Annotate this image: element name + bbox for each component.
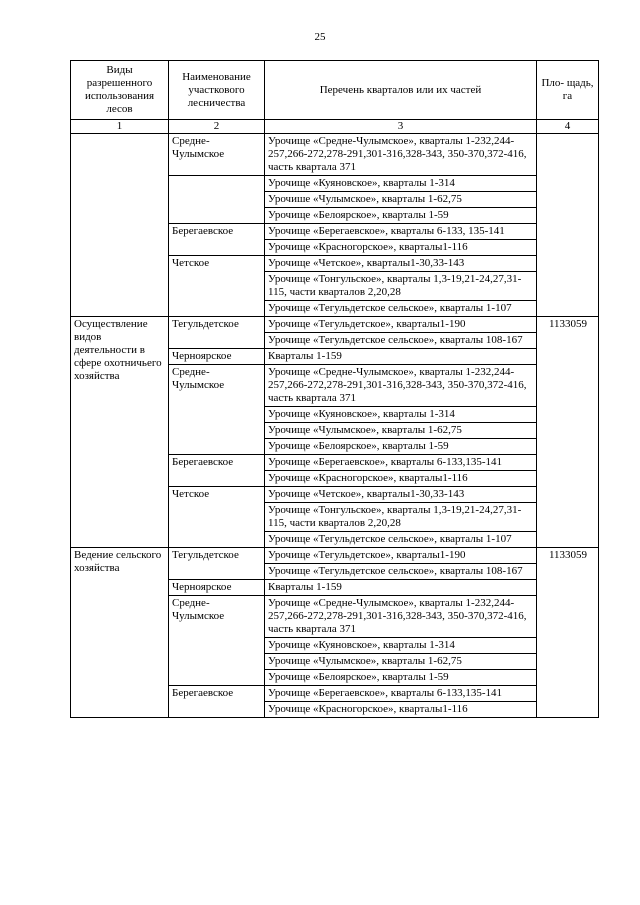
area-cell: 1133059 <box>537 548 599 718</box>
quarters-cell: Урочище «Куяновское», кварталы 1-314 <box>265 638 537 654</box>
use-type-cell: Осуществление видов деятельности в сфере охотничьего хозяйства <box>71 317 169 548</box>
quarters-cell: Урочище «Красногорское», кварталы1-116 <box>265 471 537 487</box>
quarters-cell: Урочище «Берегаевское», кварталы 6-133,135-141 <box>265 455 537 471</box>
quarters-cell: Урочище «Красногорское», кварталы1-116 <box>265 240 537 256</box>
quarters-cell: Урочище «Куяновское», кварталы 1-314 <box>265 407 537 423</box>
quarters-cell: Урочище «Чулымское», кварталы 1-62,75 <box>265 423 537 439</box>
quarters-cell: Кварталы 1-159 <box>265 349 537 365</box>
quarters-cell: Урочище «Белоярское», кварталы 1-59 <box>265 208 537 224</box>
quarters-cell: Урочище «Берегаевское», кварталы 6-133,135-141 <box>265 686 537 702</box>
column-number: 4 <box>537 120 599 134</box>
column-number-row <box>71 120 599 134</box>
forestry-cell: Тегульдетское <box>169 548 265 580</box>
area-cell: 1133059 <box>537 317 599 548</box>
forestry-cell: Берегаевское <box>169 455 265 487</box>
forestry-cell <box>169 176 265 224</box>
quarters-cell: Урочище «Белоярское», кварталы 1-59 <box>265 670 537 686</box>
forestry-cell: Берегаевское <box>169 224 265 256</box>
quarters-cell: Урочище «Тегульдетское сельское», кварталы 108-167 <box>265 564 537 580</box>
forestry-cell: Четское <box>169 487 265 548</box>
table-row <box>71 548 599 564</box>
area-cell <box>537 134 599 317</box>
quarters-cell: Урочище «Тегульдетское», кварталы1-190 <box>265 548 537 564</box>
header-forestry: Наименование участкового лесничества <box>169 61 265 120</box>
quarters-cell: Урочище «Четское», кварталы1-30,33-143 <box>265 256 537 272</box>
use-type-cell: Ведение сельского хозяйства <box>71 548 169 718</box>
header-quarters: Перечень кварталов или их частей <box>265 61 537 120</box>
header-row <box>71 61 599 120</box>
quarters-cell: Урочище «Четское», кварталы1-30,33-143 <box>265 487 537 503</box>
quarters-cell: Урочище «Средне-Чулымское», кварталы 1-232,244-257,266-272,278-291,301-316,328-343, 350-370,372-416, часть квартала 371 <box>265 134 537 176</box>
table-row <box>71 134 599 176</box>
quarters-cell: Урочище «Чулымское», кварталы 1-62,75 <box>265 654 537 670</box>
quarters-cell: Кварталы 1-159 <box>265 580 537 596</box>
quarters-cell: Урочище «Красногорское», кварталы1-116 <box>265 702 537 718</box>
header-area: Пло- щадь, га <box>537 61 599 120</box>
forestry-cell: Черноярское <box>169 580 265 596</box>
header-use-type: Виды разрешенного использования лесов <box>71 61 169 120</box>
quarters-cell: Урочище «Белоярское», кварталы 1-59 <box>265 439 537 455</box>
forestry-cell: Средне- Чулымское <box>169 134 265 176</box>
table-row <box>71 317 599 333</box>
forest-use-table <box>70 60 599 718</box>
table-body <box>71 120 599 718</box>
quarters-cell: Урочище «Куяновское», кварталы 1-314 <box>265 176 537 192</box>
quarters-cell: Урочище «Средне-Чулымское», кварталы 1-232,244-257,266-272,278-291,301-316,328-343, 350-370,372-416, часть квартала 371 <box>265 596 537 638</box>
column-number: 2 <box>169 120 265 134</box>
forestry-cell: Средне- Чулымское <box>169 596 265 686</box>
quarters-cell: Урочище «Тегульдетское сельское», кварталы 108-167 <box>265 333 537 349</box>
quarters-cell: Урочище «Тегульдетское сельское», кварталы 1-107 <box>265 301 537 317</box>
quarters-cell: Урочише «Чулымское», кварталы 1-62,75 <box>265 192 537 208</box>
forestry-cell: Четское <box>169 256 265 317</box>
quarters-cell: Урочище «Тегульдетское сельское», кварталы 1-107 <box>265 532 537 548</box>
quarters-cell: Урочище «Тонгульское», кварталы 1,3-19,21-24,27,31-115, части кварталов 2,20,28 <box>265 272 537 301</box>
column-number: 1 <box>71 120 169 134</box>
forestry-cell: Средне- Чулымское <box>169 365 265 455</box>
forestry-cell: Черноярское <box>169 349 265 365</box>
page-number: 25 <box>314 31 326 43</box>
quarters-cell: Урочище «Тегульдетское», кварталы1-190 <box>265 317 537 333</box>
use-type-cell <box>71 134 169 317</box>
quarters-cell: Урочище «Средне-Чулымское», кварталы 1-232,244-257,266-272,278-291,301-316,328-343, 350-370,372-416, часть квартала 371 <box>265 365 537 407</box>
quarters-cell: Урочище «Тонгульское», кварталы 1,3-19,21-24,27,31-115, части кварталов 2,20,28 <box>265 503 537 532</box>
forestry-cell: Тегульдетское <box>169 317 265 349</box>
forestry-cell: Берегаевское <box>169 686 265 718</box>
column-number: 3 <box>265 120 537 134</box>
quarters-cell: Урочище «Берегаевское», кварталы 6-133, 135-141 <box>265 224 537 240</box>
